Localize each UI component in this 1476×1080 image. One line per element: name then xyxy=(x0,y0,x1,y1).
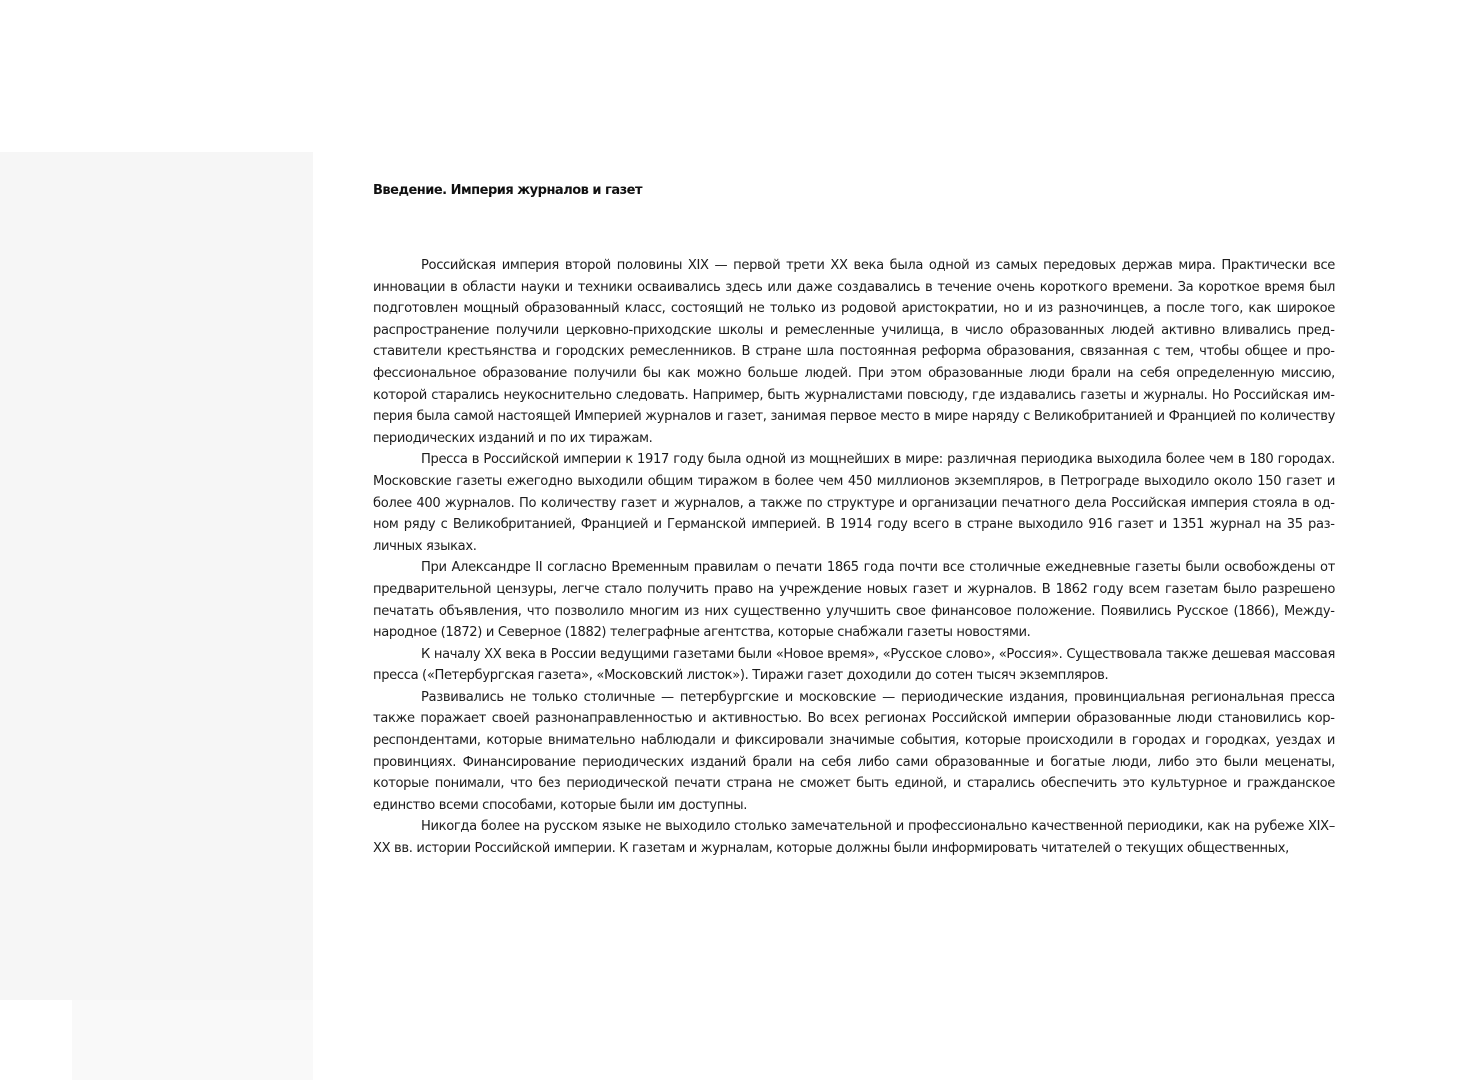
document-page xyxy=(373,177,1335,860)
body-text xyxy=(373,255,1335,860)
scan-shadow-bottom xyxy=(72,1000,313,1080)
page-heading: Введение. Империя журналов и газет xyxy=(373,183,643,198)
paragraph-4: К началу XX века в России ведущими газетами были «Новое время», «Русское слово», «Россия». Существовала также дешевая массовая пресса («Петербургская газета», «Московский листок»). Тиражи газет доходили до сотен тысяч экземпляров. xyxy=(373,646,1335,684)
paragraph-1: Российская империя второй половины XIX — первой трети XX века была одной из самых передовых держав мира. Практически все инновации в области науки и техники осваивались здесь или даже создавались в течение очень короткого времени. За короткое время был подготовлен мощный образованный класс, состоящий не только из родовой аристократии, но и из разночинцев, а после того, как широкое распространение получили церковно-приходские школы и ремесленные училища, в число образованных людей активно вливались представители крестьянства и городских ремесленников. В стране шла постоянная реформа образования, связанная с тем, чтобы общее и профессиональное образование получили бы как можно больше людей. При этом образованные люди брали на себя определенную миссию, которой старались неукоснительно следовать. Например, быть журналистами повсюду, где издавались газеты и журналы. Но Российская империя была самой настоящей Империей журналов и газет, занимая первое место в мире наряду с Великобританией и Францией по количеству периодических изданий и по их тиражам. xyxy=(373,258,1335,446)
paragraph-2: Пресса в Российской империи к 1917 году была одной из мощнейших в мире: различная периодика выходила более чем в 180 городах. Московские газеты ежегодно выходили общим тиражом в более чем 450 миллионов экземпляров, в Петрограде выходило около 150 газет и более 400 журналов. По количеству газет и журналов, а также по структуре и организации печатного дела Российская империя стояла в одном ряду с Великобританией, Францией и Германской империей. В 1914 году всего в стране выходило 916 газет и 1351 журнал на 35 различных языках. xyxy=(373,452,1335,554)
scan-shadow-left xyxy=(0,152,313,1000)
paragraph-3: При Александре II согласно Временным правилам о печати 1865 года почти все столичные ежедневные газеты были освобождены от предварительной цензуры, легче стало получить право на учреждение новых газет и журналов. В 1862 году всем газетам было разрешено печатать объявления, что позволило многим из них существенно улучшить свое финансовое положение. Появились Русское (1866), Международное (1872) и Северное (1882) телеграфные агентства, которые снабжали газеты новостями. xyxy=(373,560,1335,641)
paragraph-5: Развивались не только столичные — петербургские и московские — периодические издания, провинциальная региональная пресса также поражает своей разнонаправленностью и активностью. Во всех регионах Российской империи образованные люди становились корреспондентами, которые внимательно наблюдали и фиксировали значимые события, которые происходили в городах и городках, уездах и провинциях. Финансирование периодических изданий брали на себя либо сами образованные и богатые люди, либо это были меценаты, которые понимали, что без периодической печати страна не сможет быть единой, и старались обеспечить это культурное и гражданское единство всеми способами, которые были им доступны. xyxy=(373,689,1335,813)
paragraph-6: Никогда более на русском языке не выходило столько замечательной и профессионально качественной периодики, как на рубеже XIX–XX вв. истории Российской империи. К газетам и журналам, которые должны были информировать читателей о текущих общественных, xyxy=(373,819,1335,857)
